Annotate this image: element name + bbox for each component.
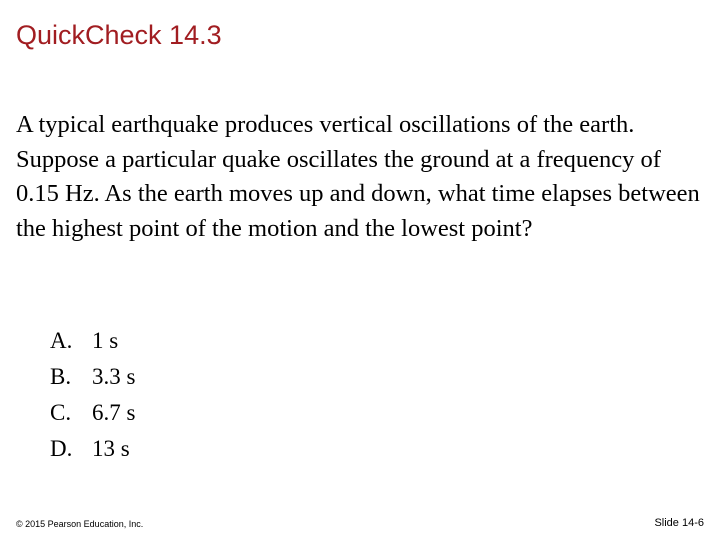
- slide-title: QuickCheck 14.3: [16, 20, 222, 50]
- choice-letter: B.: [50, 364, 72, 389]
- question-text: A typical earthquake produces vertical oscillations of the earth. Suppose a particular quake oscillates the ground at a frequency of 0.15 Hz. As the earth moves up and down, what time elapses between the highest point of the motion and the lowest point?: [16, 111, 700, 242]
- choice-text: 1 s: [92, 328, 119, 353]
- choice-text: 6.7 s: [92, 400, 136, 425]
- choice-letter: C.: [50, 400, 72, 425]
- answer-choices: [50, 323, 135, 467]
- choice-d: [50, 431, 135, 467]
- choice-b: [50, 359, 135, 395]
- choice-text: 13 s: [92, 436, 130, 461]
- choice-a: [50, 323, 135, 359]
- choice-text: 3.3 s: [92, 364, 136, 389]
- choice-letter: A.: [50, 328, 73, 353]
- choice-letter: D.: [50, 436, 73, 461]
- footer-copyright: © 2015 Pearson Education, Inc.: [16, 519, 144, 529]
- footer-slide-number: Slide 14-6: [654, 517, 704, 529]
- choice-c: [50, 395, 135, 431]
